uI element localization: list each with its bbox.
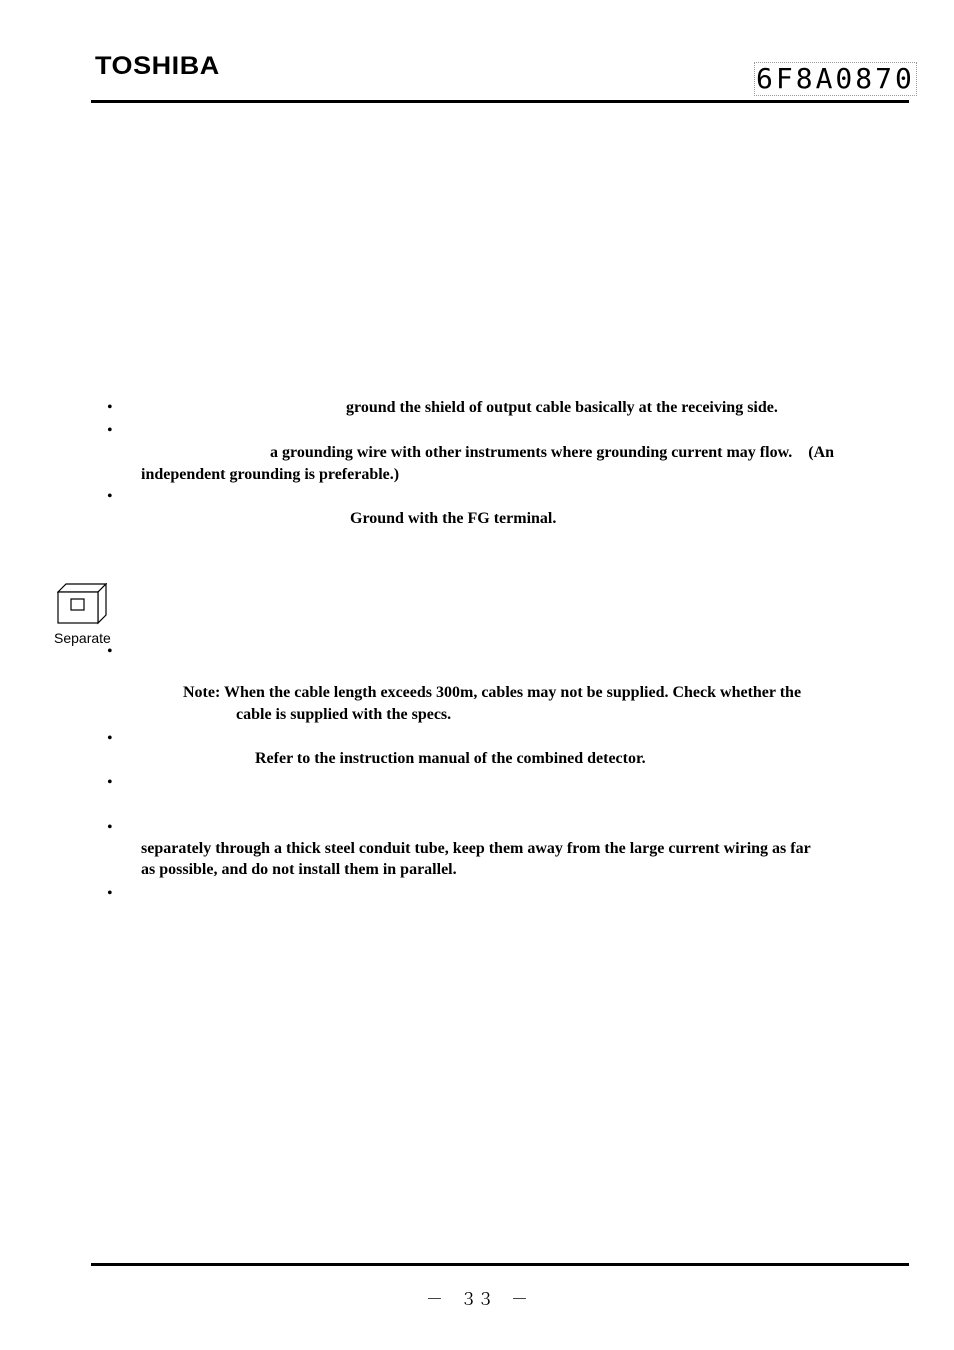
header-rule xyxy=(91,100,909,103)
toshiba-logo: TOSHIBA xyxy=(95,52,220,80)
document-number: 6F8A0870 xyxy=(756,62,915,95)
grounding-wire-text-line2: independent grounding is preferable.) xyxy=(141,466,400,483)
bullet-3: • xyxy=(107,488,113,505)
separate-box-icon xyxy=(57,583,107,625)
bullet-1: • xyxy=(107,399,113,416)
cable-length-note-line1: Note: When the cable length exceeds 300m, cables may not be supplied. Check whether the xyxy=(183,684,802,701)
separate-label: Separate xyxy=(54,630,111,646)
conduit-text-line2: as possible, and do not install them in parallel. xyxy=(141,861,457,878)
fg-terminal-text: Ground with the FG terminal. xyxy=(350,510,557,527)
bullet-2: • xyxy=(107,422,113,439)
page-number: － ３３ － xyxy=(426,1290,528,1310)
bullet-7: • xyxy=(107,819,113,836)
bullet-5: • xyxy=(107,730,113,747)
bullet-4: • xyxy=(107,643,113,660)
grounding-shield-text: ground the shield of output cable basically at the receiving side. xyxy=(346,399,778,416)
footer-rule xyxy=(91,1263,909,1266)
refer-manual-text: Refer to the instruction manual of the combined detector. xyxy=(255,750,646,767)
bullet-6: • xyxy=(107,774,113,791)
bullet-8: • xyxy=(107,885,113,902)
conduit-text-line1: separately through a thick steel conduit tube, keep them away from the large current wiring as far xyxy=(141,840,811,857)
cable-length-note-line2: cable is supplied with the specs. xyxy=(236,706,452,723)
grounding-wire-text-line1: a grounding wire with other instruments where grounding current may flow. (An xyxy=(270,444,835,461)
